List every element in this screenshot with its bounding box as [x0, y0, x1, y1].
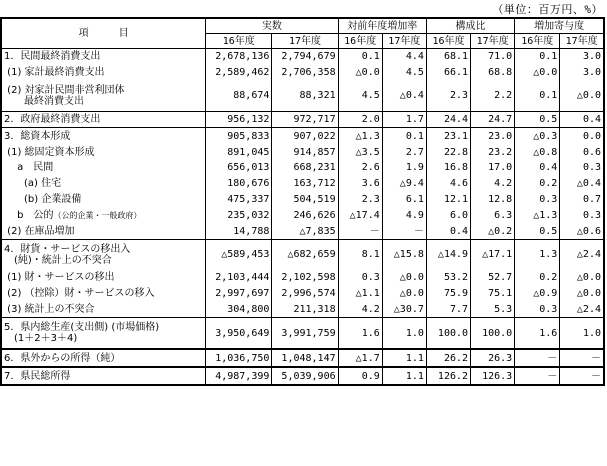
value-cell: 1,036,750 [206, 349, 272, 367]
value-cell: △14.9 [426, 239, 470, 270]
table-row [1, 49, 604, 65]
row-label: (2) 対家計民間非営利団体 最終消費支出 [1, 81, 206, 112]
value-cell: 4.5 [382, 65, 426, 81]
value-cell: 6.0 [426, 207, 470, 223]
row-label: b 公的（公的企業・一般政府） [1, 207, 206, 223]
value-cell: △7,835 [272, 223, 338, 239]
year-header: 17年度 [560, 34, 604, 49]
table-row [1, 192, 604, 208]
value-cell: 3.0 [560, 65, 604, 81]
value-cell: △0.0 [338, 65, 382, 81]
value-cell: 22.8 [426, 144, 470, 160]
table-row [1, 286, 604, 302]
value-cell: △0.2 [471, 223, 515, 239]
value-cell: 16.8 [426, 160, 470, 176]
value-cell: 0.1 [515, 81, 560, 112]
value-cell: △0.9 [515, 286, 560, 302]
value-cell: 907,022 [272, 128, 338, 144]
table-row [1, 176, 604, 192]
value-cell: 2,589,462 [206, 65, 272, 81]
value-cell: 2,794,679 [272, 49, 338, 65]
value-cell: 1.7 [382, 111, 426, 128]
value-cell: 68.1 [426, 49, 470, 65]
group-header-growth: 対前年度増加率 [338, 18, 426, 34]
value-cell: 891,045 [206, 144, 272, 160]
value-cell: 1.1 [382, 349, 426, 367]
table-body [1, 49, 604, 385]
value-cell: 4.9 [382, 207, 426, 223]
value-cell: 4.6 [426, 176, 470, 192]
year-header: 16年度 [206, 34, 272, 49]
value-cell: 2,678,136 [206, 49, 272, 65]
value-cell: 4.4 [382, 49, 426, 65]
value-cell: 4.5 [338, 81, 382, 112]
year-header: 16年度 [515, 34, 560, 49]
value-cell: 12.8 [471, 192, 515, 208]
value-cell: 246,626 [272, 207, 338, 223]
value-cell: 0.1 [515, 49, 560, 65]
value-cell: △0.3 [515, 128, 560, 144]
value-cell: 5.3 [471, 302, 515, 318]
table-row [1, 144, 604, 160]
value-cell: 23.0 [471, 128, 515, 144]
value-cell: 71.0 [471, 49, 515, 65]
value-cell: 0.5 [515, 111, 560, 128]
value-cell: 1.3 [515, 239, 560, 270]
value-cell: 3,950,649 [206, 318, 272, 350]
value-cell: 2.0 [338, 111, 382, 128]
value-cell: 0.7 [560, 192, 604, 208]
value-cell: 4.2 [338, 302, 382, 318]
table-row [1, 270, 604, 286]
value-cell: 1.9 [382, 160, 426, 176]
table-row [1, 302, 604, 318]
value-cell: 88,674 [206, 81, 272, 112]
value-cell: 1.0 [560, 318, 604, 350]
value-cell: 4,987,399 [206, 367, 272, 385]
value-cell: 0.1 [338, 49, 382, 65]
table-row [1, 65, 604, 81]
value-cell: 956,132 [206, 111, 272, 128]
value-cell: △17.4 [338, 207, 382, 223]
row-label: (2) 在庫品増加 [1, 223, 206, 239]
value-cell: 0.0 [560, 128, 604, 144]
row-label: (a) 住宅 [1, 176, 206, 192]
value-cell: 17.0 [471, 160, 515, 176]
table-row [1, 318, 604, 350]
value-cell: 3.6 [338, 176, 382, 192]
value-cell: 0.3 [338, 270, 382, 286]
value-cell: △1.7 [338, 349, 382, 367]
year-header: 17年度 [471, 34, 515, 49]
value-cell: 905,833 [206, 128, 272, 144]
row-label: a 民間 [1, 160, 206, 176]
value-cell: △589,453 [206, 239, 272, 270]
unit-label: （単位：百万円、%） [492, 3, 603, 16]
value-cell: － [560, 367, 604, 385]
value-cell: 126.2 [426, 367, 470, 385]
value-cell: 2.7 [382, 144, 426, 160]
value-cell: 0.3 [560, 160, 604, 176]
row-label: (b) 企業設備 [1, 192, 206, 208]
value-cell: 504,519 [272, 192, 338, 208]
value-cell: 180,676 [206, 176, 272, 192]
value-cell: 0.1 [382, 128, 426, 144]
value-cell: △0.0 [382, 270, 426, 286]
value-cell: 23.2 [471, 144, 515, 160]
value-cell: 656,013 [206, 160, 272, 176]
value-cell: 66.1 [426, 65, 470, 81]
value-cell: 0.4 [515, 160, 560, 176]
value-cell: △0.0 [515, 65, 560, 81]
value-cell: △17.1 [471, 239, 515, 270]
value-cell: 0.2 [515, 176, 560, 192]
value-cell: 53.2 [426, 270, 470, 286]
value-cell: 0.6 [560, 144, 604, 160]
value-cell: － [338, 223, 382, 239]
row-label: 6．県外からの所得（純） [1, 349, 206, 367]
value-cell: △0.0 [560, 270, 604, 286]
row-label: 5．県内総生産(支出側) (市場価格) (1＋2＋3＋4) [1, 318, 206, 350]
row-label: 2．政府最終消費支出 [1, 111, 206, 128]
row-label: (3) 統計上の不突合 [1, 302, 206, 318]
row-label: (1) 家計最終消費支出 [1, 65, 206, 81]
value-cell: 3.0 [560, 49, 604, 65]
value-cell: 23.1 [426, 128, 470, 144]
value-cell: 1,048,147 [272, 349, 338, 367]
year-header: 16年度 [338, 34, 382, 49]
value-cell: 0.3 [515, 302, 560, 318]
value-cell: △2.4 [560, 239, 604, 270]
value-cell: 304,800 [206, 302, 272, 318]
group-header-contribution: 増加寄与度 [515, 18, 604, 34]
value-cell: 163,712 [272, 176, 338, 192]
value-cell: 4.2 [471, 176, 515, 192]
value-cell: － [560, 349, 604, 367]
value-cell: 668,231 [272, 160, 338, 176]
value-cell: 3,991,759 [272, 318, 338, 350]
value-cell: 8.1 [338, 239, 382, 270]
value-cell: △0.0 [560, 81, 604, 112]
value-cell: 0.4 [426, 223, 470, 239]
value-cell: 1.6 [515, 318, 560, 350]
value-cell: － [515, 367, 560, 385]
value-cell: 75.9 [426, 286, 470, 302]
row-label: (2) （控除）財・サービスの移入 [1, 286, 206, 302]
value-cell: 2,102,598 [272, 270, 338, 286]
value-cell: 0.5 [515, 223, 560, 239]
row-label: (1) 総固定資本形成 [1, 144, 206, 160]
value-cell: 972,717 [272, 111, 338, 128]
year-header: 16年度 [426, 34, 470, 49]
row-label: (1) 財・サービスの移出 [1, 270, 206, 286]
value-cell: 100.0 [426, 318, 470, 350]
value-cell: 1.6 [338, 318, 382, 350]
value-cell: 2.6 [338, 160, 382, 176]
row-label: 7．県民総所得 [1, 367, 206, 385]
value-cell: 0.3 [515, 192, 560, 208]
value-cell: 0.3 [560, 207, 604, 223]
value-cell: △15.8 [382, 239, 426, 270]
value-cell: 235,032 [206, 207, 272, 223]
value-cell: 75.1 [471, 286, 515, 302]
group-header-actual: 実数 [206, 18, 338, 34]
year-header: 17年度 [382, 34, 426, 49]
table-row [1, 223, 604, 239]
value-cell: 914,857 [272, 144, 338, 160]
row-label-note: （公的企業・一般政府） [53, 210, 142, 220]
value-cell: 2.2 [471, 81, 515, 112]
value-cell: 5,039,906 [272, 367, 338, 385]
value-cell: 26.3 [471, 349, 515, 367]
value-cell: 2,103,444 [206, 270, 272, 286]
value-cell: 24.7 [471, 111, 515, 128]
table-row [1, 81, 604, 112]
value-cell: △0.4 [382, 81, 426, 112]
value-cell: 1.0 [382, 318, 426, 350]
year-header: 17年度 [272, 34, 338, 49]
value-cell: △0.0 [560, 286, 604, 302]
value-cell: 14,788 [206, 223, 272, 239]
row-label: 4．財貨・サービスの移出入 (純)・統計上の不突合 [1, 239, 206, 270]
table-row [1, 207, 604, 223]
value-cell: 0.4 [560, 111, 604, 128]
value-cell: 2,706,358 [272, 65, 338, 81]
value-cell: △0.6 [560, 223, 604, 239]
value-cell: △1.1 [338, 286, 382, 302]
value-cell: 68.8 [471, 65, 515, 81]
value-cell: 52.7 [471, 270, 515, 286]
value-cell: 2.3 [338, 192, 382, 208]
row-label: 3．総資本形成 [1, 128, 206, 144]
value-cell: 475,337 [206, 192, 272, 208]
row-label: 1．民間最終消費支出 [1, 49, 206, 65]
table-row [1, 111, 604, 128]
table-row [1, 128, 604, 144]
value-cell: △1.3 [515, 207, 560, 223]
value-cell: △2.4 [560, 302, 604, 318]
value-cell: △30.7 [382, 302, 426, 318]
value-cell: 6.1 [382, 192, 426, 208]
value-cell: △0.4 [560, 176, 604, 192]
value-cell: 24.4 [426, 111, 470, 128]
value-cell: △9.4 [382, 176, 426, 192]
value-cell: 88,321 [272, 81, 338, 112]
value-cell: 0.2 [515, 270, 560, 286]
value-cell: 1.1 [382, 367, 426, 385]
value-cell: 12.1 [426, 192, 470, 208]
value-cell: 126.3 [471, 367, 515, 385]
value-cell: 26.2 [426, 349, 470, 367]
value-cell: 211,318 [272, 302, 338, 318]
value-cell: 2,997,697 [206, 286, 272, 302]
value-cell: － [515, 349, 560, 367]
value-cell: 2,996,574 [272, 286, 338, 302]
value-cell: 100.0 [471, 318, 515, 350]
value-cell: － [382, 223, 426, 239]
value-cell: 7.7 [426, 302, 470, 318]
value-cell: △0.8 [515, 144, 560, 160]
table-row [1, 349, 604, 367]
group-header-share: 構成比 [426, 18, 514, 34]
value-cell: 6.3 [471, 207, 515, 223]
value-cell: △3.5 [338, 144, 382, 160]
value-cell: △1.3 [338, 128, 382, 144]
value-cell: △682,659 [272, 239, 338, 270]
item-header: 項 目 [1, 18, 206, 49]
value-cell: 2.3 [426, 81, 470, 112]
value-cell: 0.9 [338, 367, 382, 385]
table-row [1, 239, 604, 270]
table-row [1, 367, 604, 385]
table-row [1, 160, 604, 176]
value-cell: △0.0 [382, 286, 426, 302]
gdp-expenditure-table [0, 17, 605, 386]
